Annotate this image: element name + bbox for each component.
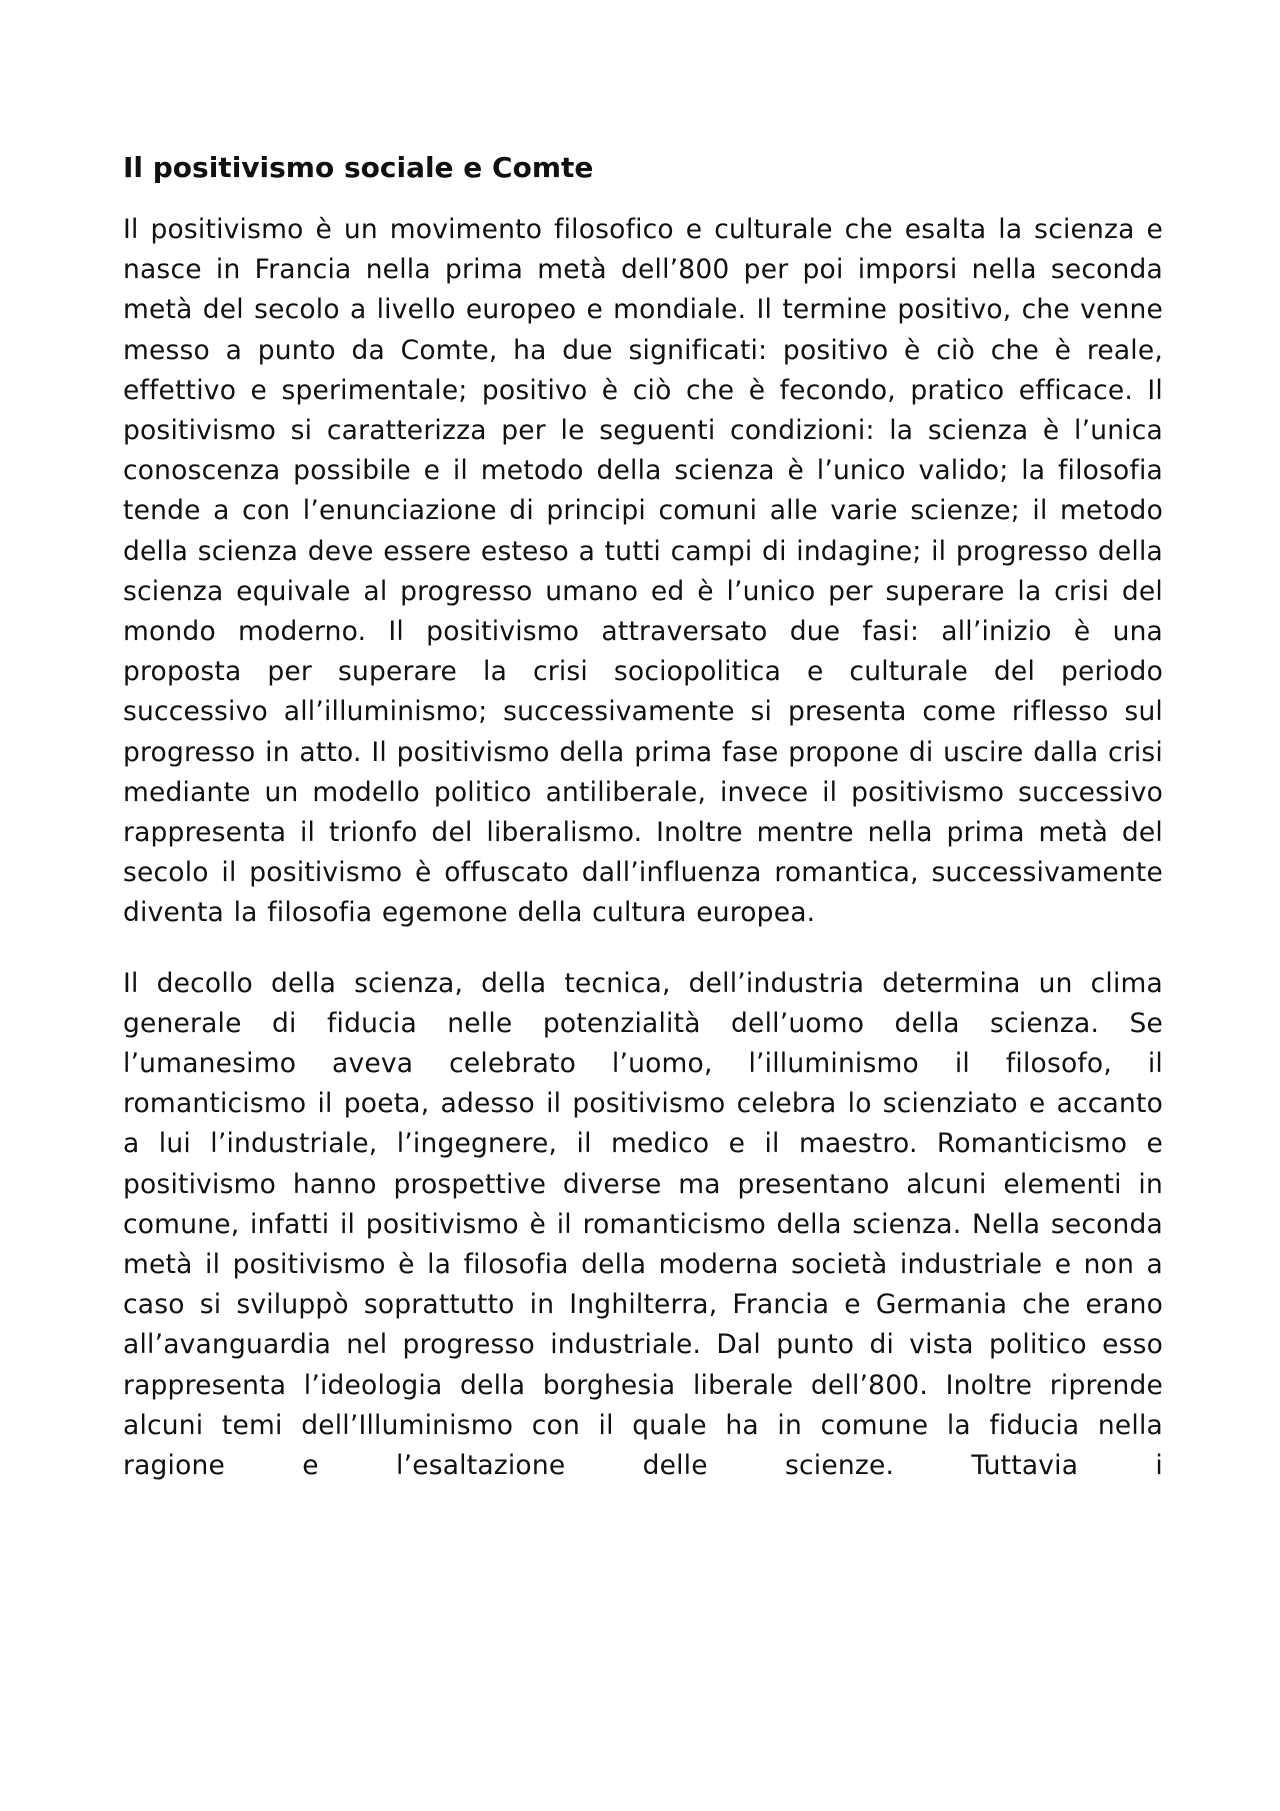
document-title: Il positivismo sociale e Comte	[123, 151, 594, 184]
paragraph-1: Il positivismo è un movimento filosofico e culturale che esalta la scienza e nasce in Francia nella prima metà dell’800 per poi imporsi nella seconda metà del secolo a livello europeo e mondiale. Il termine positivo, che venne messo a punto da Comte, ha due significati: positivo è ciò che è reale, effettivo e sperimentale; positivo è ciò che è fecondo, pratico efficace. Il positivismo si caratterizza per le seguenti condizioni: la scienza è l’unica conoscenza possibile e il metodo della scienza è l’unico valido; la filosofia tende a con l’enunciazione di principi comuni alle varie scienze; il metodo della scienza deve essere esteso a tutti campi di indagine; il progresso della scienza equivale al progresso umano ed è l’unico per superare la crisi del mondo moderno. Il positivismo attraversato due fasi: all’inizio è una proposta per superare la crisi sociopolitica e culturale del periodo successivo all’illuminismo; successivamente si presenta come riflesso sul progresso in atto. Il positivismo della prima fase propone di uscire dalla crisi mediante un modello politico antiliberale, invece il positivismo successivo rappresenta il trionfo del liberalismo. Inoltre mentre nella prima metà del secolo il positivismo è offuscato dall’influenza romantica, successivamente diventa la filosofia egemone della cultura europea.	[123, 214, 1163, 929]
paragraph-2: Il decollo della scienza, della tecnica, dell’industria determina un clima generale di fiducia nelle potenzialità dell’uomo della scienza. Se l’umanesimo aveva celebrato l’uomo, l’illuminismo il filosofo, il romanticismo il poeta, adesso il positivismo celebra lo scienziato e accanto a lui l’industriale, l’ingegnere, il medico e il maestro. Romanticismo e positivismo hanno prospettive diverse ma presentano alcuni elementi in comune, infatti il positivismo è il romanticismo della scienza. Nella seconda metà il positivismo è la filosofia della moderna società industriale e non a caso si sviluppò soprattutto in Inghilterra, Francia e Germania che erano all’avanguardia nel progresso industriale. Dal punto di vista politico esso rappresenta l’ideologia della borghesia liberale dell’800. Inoltre riprende alcuni temi dell’Illuminismo con il quale ha in comune la fiducia nella ragione e l’esaltazione delle scienze. Tuttavia i	[123, 967, 1163, 1482]
document-body	[123, 148, 1163, 1486]
